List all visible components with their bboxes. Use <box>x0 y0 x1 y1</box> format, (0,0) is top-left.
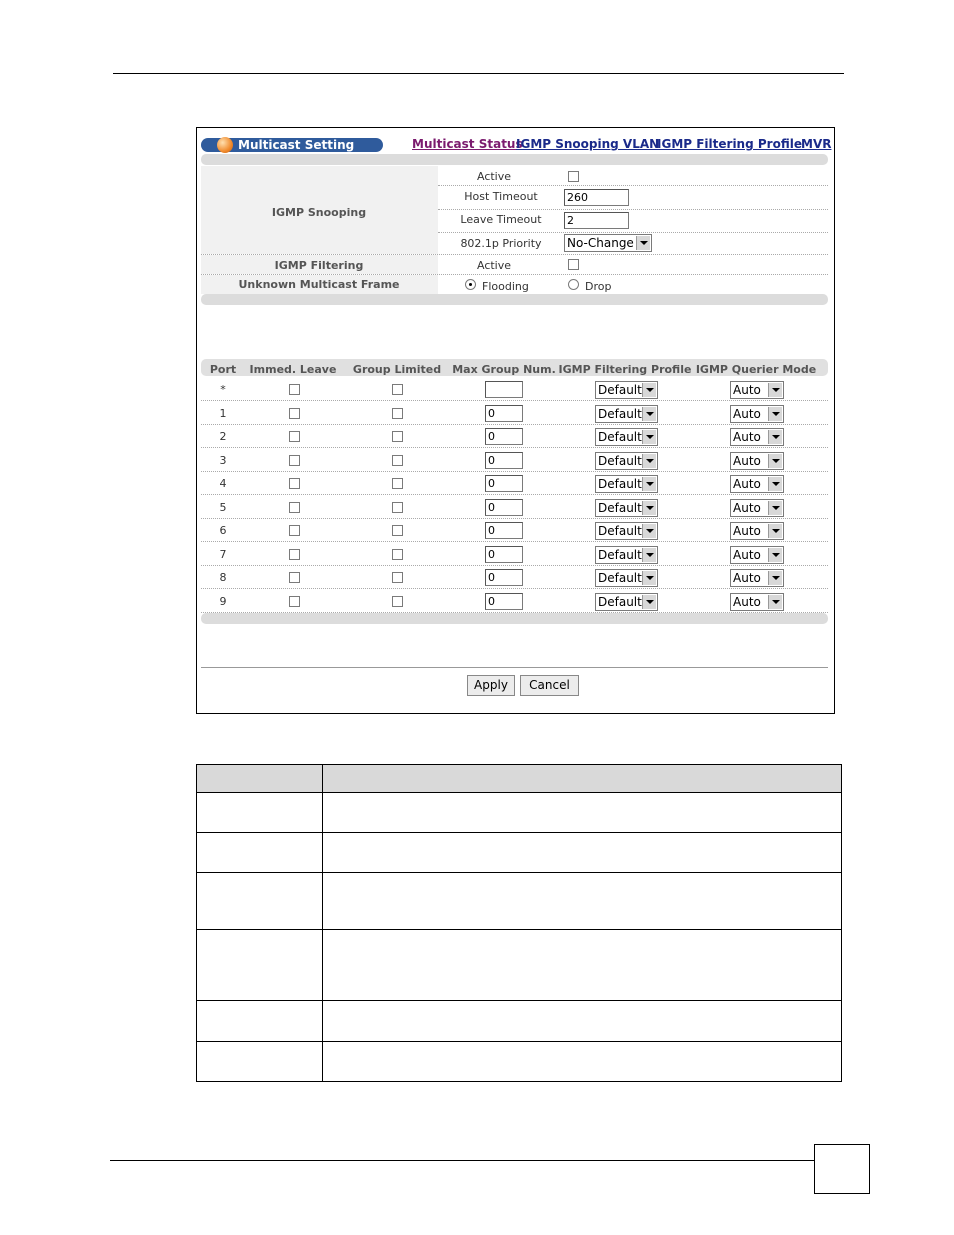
port-number: 2 <box>219 430 227 443</box>
filtering-profile-value: Default <box>598 548 642 562</box>
immed-leave-checkbox[interactable] <box>289 478 300 489</box>
settings-top-bar <box>201 154 828 165</box>
col-immed-leave-header: Immed. Leave <box>249 363 337 376</box>
chevron-down-icon[interactable] <box>768 571 782 585</box>
group-limited-checkbox[interactable] <box>392 455 403 466</box>
max-group-input[interactable]: 0 <box>485 593 523 610</box>
filtering-profile-value: Default <box>598 454 642 468</box>
immed-leave-checkbox[interactable] <box>289 384 300 395</box>
querier-mode-select[interactable] <box>730 593 784 611</box>
col-max-group-header: Max Group Num. <box>452 363 556 376</box>
chevron-down-icon[interactable] <box>636 236 650 250</box>
chevron-down-icon[interactable] <box>768 548 782 562</box>
chevron-down-icon[interactable] <box>642 430 656 444</box>
port-number: 5 <box>219 501 227 514</box>
col-querier-mode-header: IGMP Querier Mode <box>695 363 817 376</box>
filtering-profile-select[interactable] <box>595 499 658 517</box>
immed-leave-checkbox[interactable] <box>289 596 300 607</box>
max-group-input[interactable]: 0 <box>485 499 523 516</box>
filtering-profile-value: Default <box>598 407 642 421</box>
chevron-down-icon[interactable] <box>768 383 782 397</box>
igmp-snooping-vlan-link[interactable]: IGMP Snooping VLAN <box>516 137 660 151</box>
chevron-down-icon[interactable] <box>768 477 782 491</box>
querier-mode-select[interactable] <box>730 546 784 564</box>
group-limited-checkbox[interactable] <box>392 384 403 395</box>
chevron-down-icon[interactable] <box>642 477 656 491</box>
querier-mode-value: Auto <box>733 571 761 585</box>
group-limited-checkbox[interactable] <box>392 478 403 489</box>
description-table-header <box>197 765 842 793</box>
priority-label: 802.1p Priority <box>460 237 542 250</box>
querier-mode-select[interactable] <box>730 475 784 493</box>
max-group-input[interactable]: 0 <box>485 522 523 539</box>
querier-mode-value: Auto <box>733 407 761 421</box>
port-number: 9 <box>219 595 227 608</box>
filtering-profile-select[interactable] <box>595 405 658 423</box>
host-timeout-label: Host Timeout <box>464 190 538 203</box>
filtering-active-checkbox[interactable] <box>568 259 579 270</box>
immed-leave-checkbox[interactable] <box>289 549 300 560</box>
table-row <box>201 378 828 400</box>
table-row <box>201 402 828 424</box>
apply-button[interactable]: Apply <box>467 675 515 696</box>
table-row <box>201 543 828 565</box>
description-table <box>196 764 842 1082</box>
querier-mode-select[interactable] <box>730 428 784 446</box>
filtering-profile-select[interactable] <box>595 475 658 493</box>
filtering-profile-select[interactable] <box>595 381 658 399</box>
filtering-profile-select[interactable] <box>595 593 658 611</box>
leave-timeout-input[interactable]: 2 <box>564 212 629 229</box>
col-port-header: Port <box>209 363 237 376</box>
cancel-button[interactable]: Cancel <box>520 675 579 696</box>
mvr-link[interactable]: MVR <box>801 137 832 151</box>
row-divider <box>201 494 828 495</box>
multicast-status-link[interactable]: Multicast Status <box>412 137 523 151</box>
table-row <box>201 449 828 471</box>
querier-mode-value: Auto <box>733 501 761 515</box>
chevron-down-icon[interactable] <box>768 501 782 515</box>
querier-mode-value: Auto <box>733 548 761 562</box>
host-timeout-input[interactable]: 260 <box>564 189 629 206</box>
group-limited-checkbox[interactable] <box>392 431 403 442</box>
panel-title: Multicast Setting <box>238 138 355 152</box>
filtering-profile-value: Default <box>598 383 642 397</box>
table-row <box>201 472 828 494</box>
chevron-down-icon[interactable] <box>642 571 656 585</box>
button-divider <box>201 667 828 668</box>
flooding-label: Flooding <box>482 280 529 293</box>
group-limited-checkbox[interactable] <box>392 408 403 419</box>
unknown-multicast-frame-label: Unknown Multicast Frame <box>238 278 400 291</box>
querier-mode-select[interactable] <box>730 499 784 517</box>
snooping-active-label: Active <box>476 170 512 183</box>
immed-leave-checkbox[interactable] <box>289 431 300 442</box>
row-divider <box>201 588 828 589</box>
filtering-profile-select[interactable] <box>595 522 658 540</box>
table-row <box>197 793 842 833</box>
port-number: 6 <box>219 524 227 537</box>
port-number: 3 <box>219 454 227 467</box>
chevron-down-icon[interactable] <box>768 524 782 538</box>
priority-select[interactable] <box>564 234 652 252</box>
max-group-input[interactable]: 0 <box>485 405 523 422</box>
group-limited-checkbox[interactable] <box>392 596 403 607</box>
querier-mode-value: Auto <box>733 595 761 609</box>
querier-mode-value: Auto <box>733 524 761 538</box>
immed-leave-checkbox[interactable] <box>289 525 300 536</box>
page-number-box <box>814 1144 870 1194</box>
chevron-down-icon[interactable] <box>642 454 656 468</box>
table-row <box>197 873 842 930</box>
immed-leave-checkbox[interactable] <box>289 502 300 513</box>
max-group-input[interactable] <box>485 381 523 398</box>
port-table-bottom-bar <box>201 613 828 624</box>
querier-mode-select[interactable] <box>730 569 784 587</box>
igmp-filtering-label: IGMP Filtering <box>274 259 364 272</box>
table-row <box>197 930 842 1001</box>
group-limited-checkbox[interactable] <box>392 549 403 560</box>
multicast-setting-panel <box>196 127 835 714</box>
filtering-profile-value: Default <box>598 524 642 538</box>
querier-mode-select[interactable] <box>730 405 784 423</box>
table-row <box>197 1042 842 1082</box>
chevron-down-icon[interactable] <box>768 595 782 609</box>
immed-leave-checkbox[interactable] <box>289 408 300 419</box>
col-group-limited-header: Group Limited <box>352 363 442 376</box>
igmp-snooping-label: IGMP Snooping <box>271 206 367 219</box>
filtering-profile-select[interactable] <box>595 546 658 564</box>
filtering-profile-select[interactable] <box>595 428 658 446</box>
chevron-down-icon[interactable] <box>768 430 782 444</box>
filtering-profile-value: Default <box>598 571 642 585</box>
table-row <box>201 590 828 612</box>
querier-mode-value: Auto <box>733 383 761 397</box>
filtering-active-label: Active <box>476 259 512 272</box>
querier-mode-value: Auto <box>733 454 761 468</box>
table-row <box>197 833 842 873</box>
igmp-filtering-profile-link[interactable]: IGMP Filtering Profile <box>657 137 802 151</box>
chevron-down-icon[interactable] <box>642 548 656 562</box>
panel-title-pill <box>201 138 383 152</box>
table-row <box>201 425 828 447</box>
table-row <box>201 566 828 588</box>
group-limited-checkbox[interactable] <box>392 525 403 536</box>
max-group-input[interactable]: 0 <box>485 569 523 586</box>
querier-mode-select[interactable] <box>730 522 784 540</box>
snooping-active-checkbox[interactable] <box>568 171 579 182</box>
querier-mode-value: Auto <box>733 430 761 444</box>
drop-radio[interactable] <box>568 279 579 290</box>
chevron-down-icon[interactable] <box>642 595 656 609</box>
group-limited-checkbox[interactable] <box>392 572 403 583</box>
filtering-profile-value: Default <box>598 477 642 491</box>
filtering-profile-value: Default <box>598 595 642 609</box>
row-divider <box>438 232 828 233</box>
chevron-down-icon[interactable] <box>768 454 782 468</box>
row-divider <box>201 400 828 401</box>
immed-leave-checkbox[interactable] <box>289 455 300 466</box>
port-number: 8 <box>219 571 227 584</box>
filtering-profile-value: Default <box>598 430 642 444</box>
querier-mode-select[interactable] <box>730 381 784 399</box>
port-number: * <box>220 383 226 396</box>
footer-rule <box>110 1160 815 1161</box>
immed-leave-checkbox[interactable] <box>289 572 300 583</box>
filtering-profile-select[interactable] <box>595 452 658 470</box>
port-number: 7 <box>219 548 227 561</box>
header-rule <box>113 73 844 74</box>
table-row <box>197 1001 842 1042</box>
max-group-input[interactable]: 0 <box>485 452 523 469</box>
filtering-profile-select[interactable] <box>595 569 658 587</box>
group-limited-checkbox[interactable] <box>392 502 403 513</box>
querier-mode-value: Auto <box>733 477 761 491</box>
settings-bottom-bar <box>201 294 828 305</box>
max-group-input[interactable]: 0 <box>485 475 523 492</box>
orb-icon <box>217 137 233 153</box>
row-divider <box>438 185 828 186</box>
table-row <box>201 496 828 518</box>
table-row <box>201 519 828 541</box>
port-number: 1 <box>219 407 227 420</box>
filtering-profile-value: Default <box>598 501 642 515</box>
row-divider <box>438 209 828 210</box>
col-filtering-profile-header: IGMP Filtering Profile <box>558 363 692 376</box>
flooding-radio[interactable] <box>465 279 476 290</box>
priority-select-value: No-Change <box>567 236 634 250</box>
chevron-down-icon[interactable] <box>642 524 656 538</box>
chevron-down-icon[interactable] <box>642 407 656 421</box>
leave-timeout-label: Leave Timeout <box>460 213 542 226</box>
querier-mode-select[interactable] <box>730 452 784 470</box>
chevron-down-icon[interactable] <box>642 501 656 515</box>
port-number: 4 <box>219 477 227 490</box>
max-group-input[interactable]: 0 <box>485 428 523 445</box>
row-divider <box>201 447 828 448</box>
row-divider <box>201 541 828 542</box>
drop-label: Drop <box>585 280 612 293</box>
chevron-down-icon[interactable] <box>768 407 782 421</box>
max-group-input[interactable]: 0 <box>485 546 523 563</box>
chevron-down-icon[interactable] <box>642 383 656 397</box>
